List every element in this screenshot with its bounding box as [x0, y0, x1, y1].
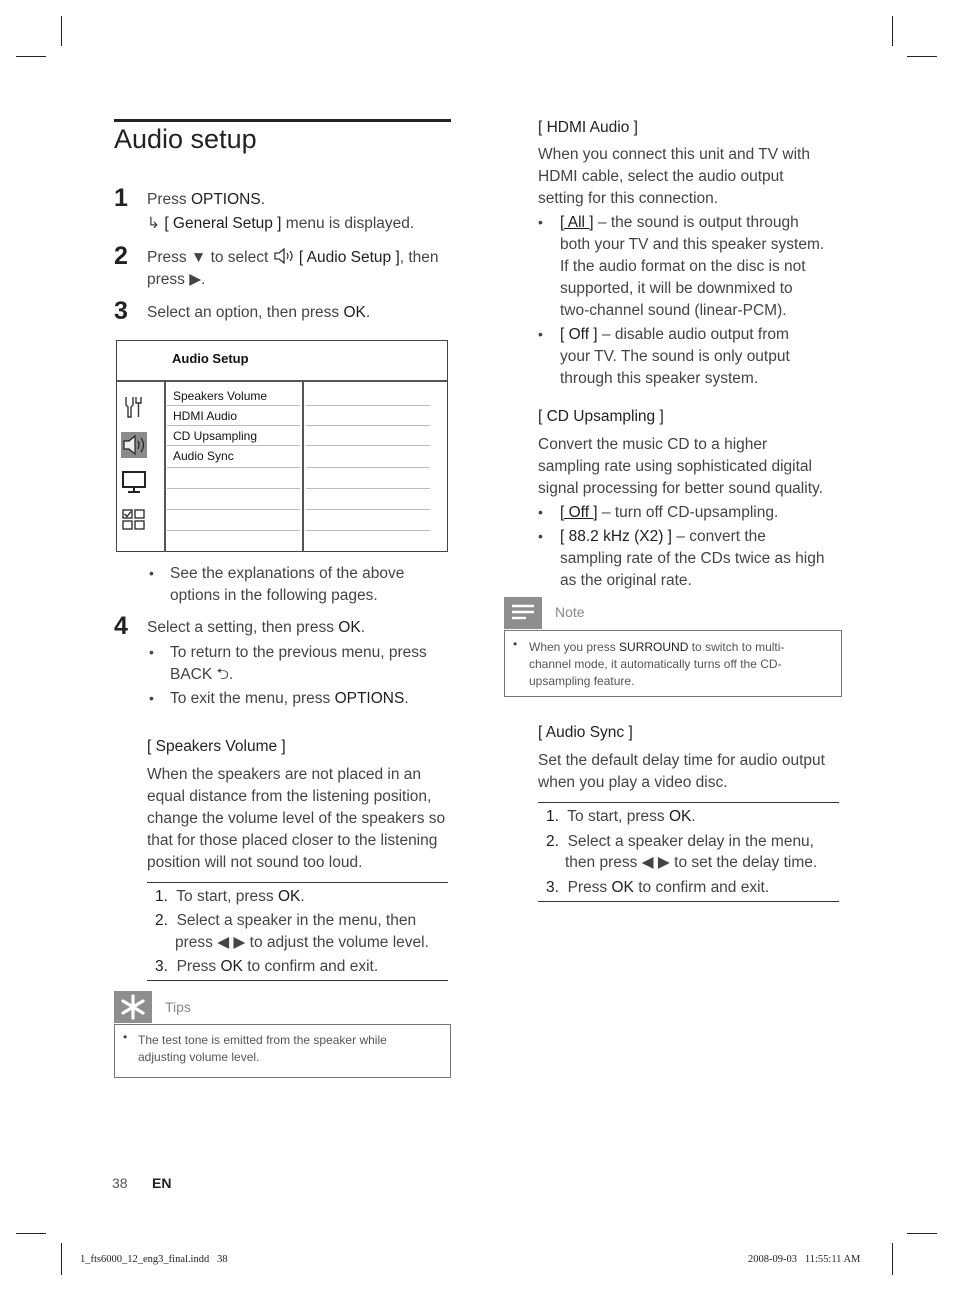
as-step-3: 3. Press OK to confirm and exit. — [546, 879, 770, 896]
exit-instruction: To exit the menu, press OPTIONS. — [170, 690, 409, 707]
note-line3: upsampling feature. — [529, 674, 635, 688]
step-2-text: Press ▼ to select [ Audio Setup ], then — [147, 249, 439, 266]
bullet-dot: • — [538, 214, 543, 230]
result-arrow-icon: ↳ — [147, 215, 160, 232]
crop-mark — [16, 56, 46, 57]
note-header-block — [504, 597, 542, 629]
bullet-dot: • — [149, 690, 154, 706]
menu-row-line — [167, 509, 300, 510]
bullet-dot: • — [538, 504, 543, 520]
step-1-text: Press OPTIONS. — [147, 191, 266, 208]
step-1-result: ↳ [ General Setup ] menu is displayed. — [147, 215, 415, 232]
audio-setup-menu — [116, 340, 448, 552]
hdmi-all-line2: both your TV and this speaker system. — [560, 236, 825, 253]
hdmi-all-line3: If the audio format on the disc is not — [560, 258, 806, 275]
as-step-2: 2. Select a speaker delay in the menu, — [546, 833, 814, 850]
hdmi-off-line3: through this speaker system. — [560, 370, 759, 387]
menu-row-line — [167, 488, 300, 489]
menu-explanation-line2: options in the following pages. — [170, 587, 378, 604]
bullet-dot: • — [538, 326, 543, 342]
step-number: 4 — [114, 612, 128, 640]
hdmi-all-line4: supported, it will be downmixed to — [560, 280, 793, 297]
steps-top-rule — [538, 802, 839, 803]
speaker-icon — [273, 248, 295, 264]
tips-label: Tips — [165, 999, 191, 1015]
speakers-volume-desc-3: change the volume level of the speakers so — [147, 810, 446, 827]
hdmi-off-line2: your TV. The sound is only output — [560, 348, 790, 365]
crop-mark — [61, 1243, 62, 1275]
menu-row-line — [167, 425, 300, 426]
step-number: 2 — [114, 242, 128, 270]
audio-setup-icon-selected[interactable] — [121, 432, 147, 458]
bullet-dot: • — [513, 637, 518, 651]
bullet-dot: • — [149, 644, 154, 660]
tips-box — [114, 1024, 451, 1078]
cd-882-line2: sampling rate of the CDs twice as high — [560, 550, 825, 567]
audio-sync-heading: [ Audio Sync ] — [538, 724, 633, 741]
cd-desc-2: sampling rate using sophisticated digital — [538, 458, 812, 475]
menu-divider — [302, 382, 304, 552]
note-label: Note — [555, 604, 585, 620]
menu-item-audio-sync[interactable]: Audio Sync — [173, 449, 234, 463]
speakers-volume-desc-4: that for those placed closer to the listening — [147, 832, 438, 849]
menu-row-line — [306, 445, 430, 446]
tv-display-icon[interactable] — [121, 469, 147, 495]
menu-row-line — [306, 509, 430, 510]
menu-row-line — [167, 445, 300, 446]
tips-line1: The test tone is emitted from the speaker while — [138, 1033, 387, 1047]
hdmi-desc-2: HDMI cable, select the audio output — [538, 168, 784, 185]
speakers-volume-desc-2: equal distance from the listening position, — [147, 788, 432, 805]
sv-step-2: 2. Select a speaker in the menu, then — [155, 912, 417, 929]
file-slug: 1_fts6000_12_eng3_final.indd 38 — [80, 1254, 228, 1265]
menu-row-line — [306, 405, 430, 406]
cd-desc-3: signal processing for better sound quality. — [538, 480, 823, 497]
audio-sync-desc-2: when you play a video disc. — [538, 774, 728, 791]
asterisk-tip-icon — [114, 991, 152, 1023]
tips-line2: adjusting volume level. — [138, 1050, 260, 1064]
hdmi-audio-heading: [ HDMI Audio ] — [538, 119, 638, 136]
cd-desc-1: Convert the music CD to a higher — [538, 436, 768, 453]
preferences-checkbox-icon[interactable] — [121, 507, 147, 533]
sv-step-3: 3. Press OK to confirm and exit. — [155, 958, 379, 975]
crop-mark — [892, 16, 893, 46]
crop-mark — [892, 1243, 893, 1275]
note-lines-icon — [504, 597, 542, 629]
hdmi-desc-3: setting for this connection. — [538, 190, 719, 207]
crop-mark — [907, 56, 937, 57]
cd-off-line1: [ Off ] – turn off CD-upsampling. — [560, 504, 779, 521]
cd-882-line1: [ 88.2 kHz (X2) ] – convert the — [560, 528, 766, 545]
steps-bottom-rule — [147, 980, 448, 981]
title-rule — [114, 119, 451, 122]
speaker-icon — [121, 432, 147, 458]
crop-mark — [61, 16, 62, 46]
speakers-volume-desc-5: position will not sound too loud. — [147, 854, 363, 871]
bullet-dot: • — [149, 565, 154, 581]
steps-bottom-rule — [538, 901, 839, 902]
step-4-text: Select a setting, then press OK. — [147, 619, 365, 636]
page-number: 38 — [112, 1175, 128, 1191]
menu-row-line — [306, 530, 430, 531]
menu-item-speakers-volume[interactable]: Speakers Volume — [173, 389, 268, 403]
menu-row-line — [306, 467, 430, 468]
menu-row-line — [167, 530, 300, 531]
step-number: 1 — [114, 184, 128, 212]
menu-item-cd-upsampling[interactable]: CD Upsampling — [173, 429, 258, 443]
back-instruction-line2: BACK ⮌. — [170, 666, 234, 683]
bullet-dot: • — [123, 1030, 128, 1044]
step-2-text-line2: press ▶. — [147, 271, 206, 288]
back-instruction-line1: To return to the previous menu, press — [170, 644, 427, 661]
hdmi-off-line1: [ Off ] – disable audio output from — [560, 326, 789, 343]
cd-882-line3: as the original rate. — [560, 572, 692, 589]
bullet-dot: • — [538, 528, 543, 544]
crop-mark — [907, 1233, 937, 1234]
sv-step-1: 1. To start, press OK. — [155, 888, 305, 905]
audio-sync-desc-1: Set the default delay time for audio output — [538, 752, 825, 769]
menu-header-label: Audio Setup — [172, 351, 249, 366]
hdmi-desc-1: When you connect this unit and TV with — [538, 146, 810, 163]
menu-row-line — [167, 467, 300, 468]
menu-explanation-line1: See the explanations of the above — [170, 565, 405, 582]
sv-step-2-line2: press ◀ ▶ to adjust the volume level. — [175, 934, 429, 951]
step-number: 3 — [114, 297, 128, 325]
tips-header-block — [114, 991, 152, 1023]
menu-divider — [164, 382, 166, 552]
print-timestamp: 2008-09-03 11:55:11 AM — [748, 1254, 861, 1265]
step-3-text: Select an option, then press OK. — [147, 304, 371, 321]
steps-top-rule — [147, 882, 448, 883]
menu-row-line — [167, 405, 300, 406]
note-line2: channel mode, it automatically turns off the CD- — [529, 657, 782, 671]
note-line1: When you press SURROUND to switch to multi- — [529, 640, 785, 654]
menu-header — [117, 341, 447, 382]
speakers-volume-heading: [ Speakers Volume ] — [147, 738, 286, 755]
page-title: Audio setup — [114, 124, 257, 154]
crop-mark — [16, 1233, 46, 1234]
as-step-2-line2: then press ◀ ▶ to set the delay time. — [565, 854, 818, 871]
as-step-1: 1. To start, press OK. — [546, 808, 696, 825]
hdmi-all-line1: [ All ] – the sound is output through — [560, 214, 799, 231]
hdmi-all-line5: two-channel sound (linear-PCM). — [560, 302, 787, 319]
note-box — [504, 630, 842, 697]
wrench-settings-icon[interactable] — [121, 394, 147, 420]
speakers-volume-desc-1: When the speakers are not placed in an — [147, 766, 422, 783]
menu-item-hdmi-audio[interactable]: HDMI Audio — [173, 409, 238, 423]
language-code: EN — [152, 1175, 172, 1191]
cd-upsampling-heading: [ CD Upsampling ] — [538, 408, 664, 425]
menu-row-line — [306, 425, 430, 426]
menu-row-line — [306, 488, 430, 489]
